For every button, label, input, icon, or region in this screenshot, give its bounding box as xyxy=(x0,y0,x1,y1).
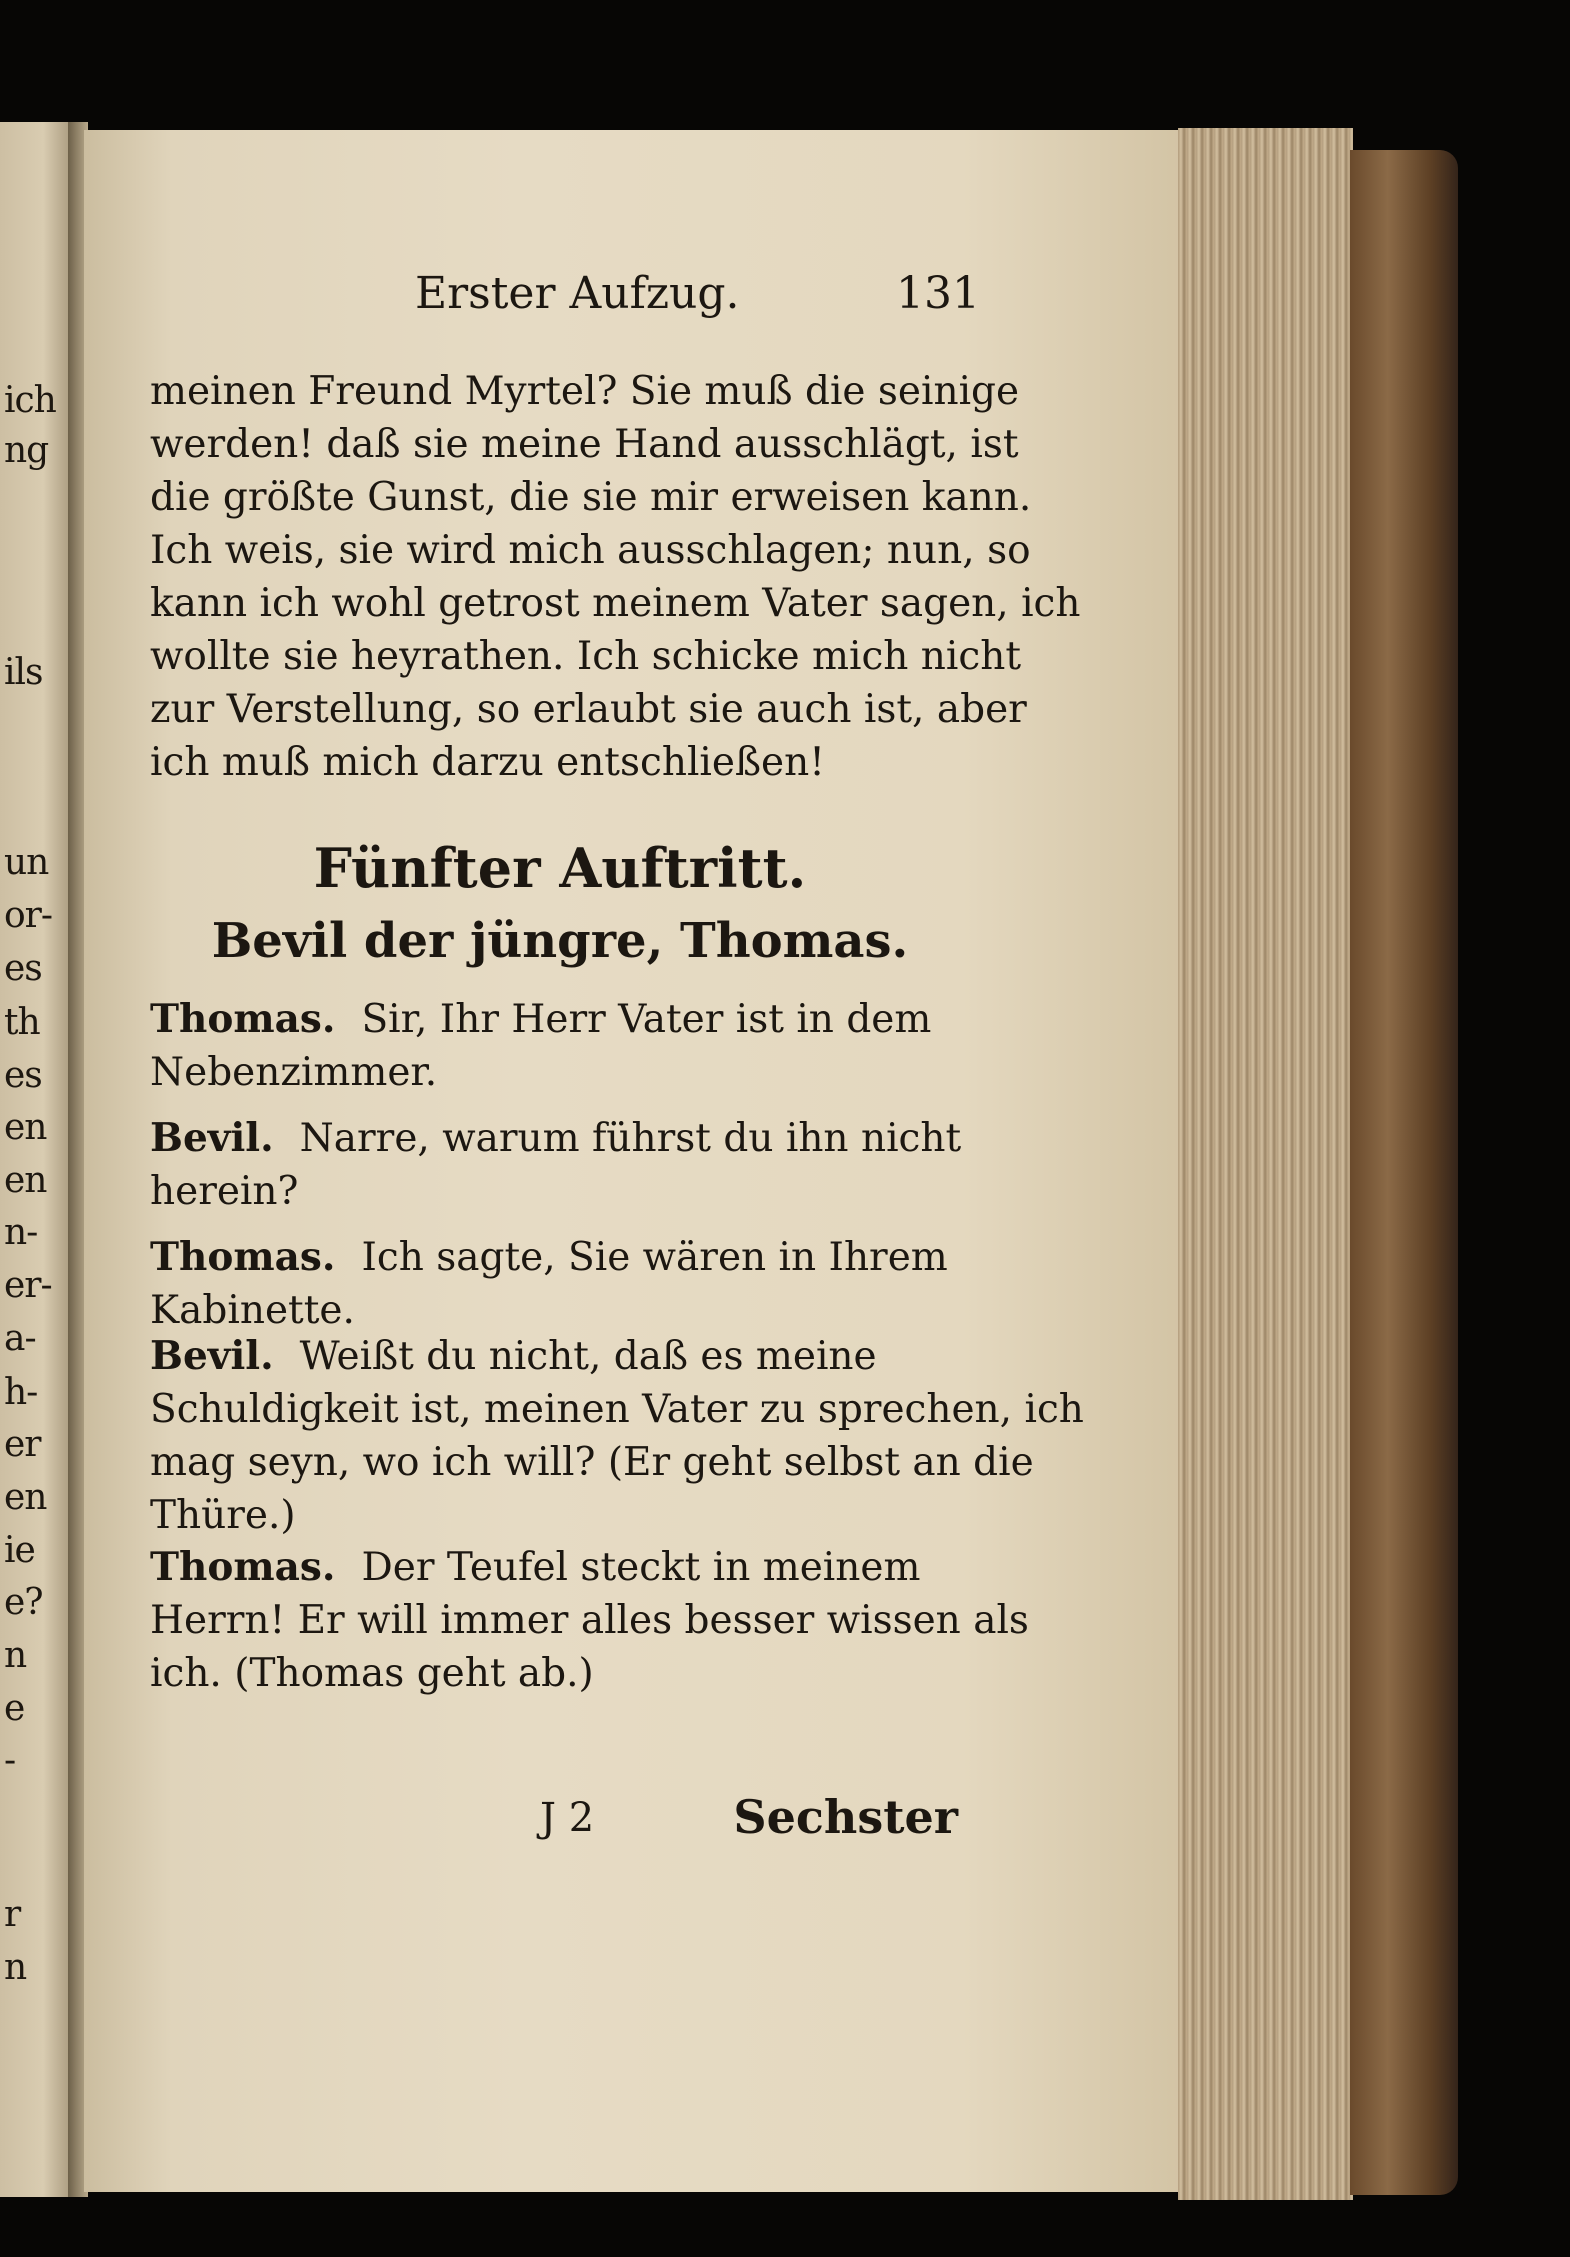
text-line: meinen Freund Myrtel? Sie muß die seinige xyxy=(150,369,1020,414)
signature-mark: J 2 xyxy=(540,1795,595,1841)
dialogue-line xyxy=(150,1544,970,1590)
speaker-name: Thomas. xyxy=(150,996,336,1042)
text-line: die größte Gunst, die sie mir erweisen kann. xyxy=(150,475,1032,520)
left-margin-fragment: en xyxy=(4,1160,47,1201)
left-margin-fragment: un xyxy=(4,842,49,883)
left-margin-fragment: or- xyxy=(4,895,53,936)
left-margin-fragment: e xyxy=(4,1688,25,1729)
left-margin-fragment: e? xyxy=(4,1582,43,1623)
left-margin-fragment: h- xyxy=(4,1372,38,1413)
dialogue-line xyxy=(150,996,970,1042)
left-margin-fragment: ng xyxy=(4,430,49,471)
text-line: Herrn! Er will immer alles besser wissen als xyxy=(150,1598,1029,1643)
left-margin-fragment: r xyxy=(4,1894,21,1935)
speech-text: Narre, warum führst du ihn nicht xyxy=(299,1116,962,1161)
left-margin-fragment: er xyxy=(4,1424,41,1465)
text-line: werden! daß sie meine Hand ausschlägt, ist xyxy=(150,422,1019,467)
speech-text: Sir, Ihr Herr Vater ist in dem xyxy=(361,997,932,1042)
speaker-name: Thomas. xyxy=(150,1234,336,1280)
left-margin-fragment: en xyxy=(4,1477,47,1518)
left-margin-fragment: er- xyxy=(4,1265,52,1306)
catchword: Sechster xyxy=(733,1790,958,1844)
book-cover-spine xyxy=(1350,150,1458,2195)
speech-text: Ich sagte, Sie wären in Ihrem xyxy=(361,1235,948,1280)
text-line: ich muß mich darzu entschließen! xyxy=(150,740,825,785)
text-line: Kabinette. xyxy=(150,1288,355,1333)
page-header xyxy=(150,268,980,328)
speaker-name: Bevil. xyxy=(150,1333,274,1379)
left-margin-fragment: n xyxy=(4,1635,27,1676)
left-margin-fragment: ie xyxy=(4,1530,35,1571)
dialogue-line xyxy=(150,1115,970,1161)
text-line: ich. (Thomas geht ab.) xyxy=(150,1651,594,1696)
left-margin-fragment: es xyxy=(4,1055,42,1096)
text-line: zur Verstellung, so erlaubt sie auch ist, aber xyxy=(150,687,1027,732)
left-margin-fragment: th xyxy=(4,1002,40,1043)
left-margin-fragment: n xyxy=(4,1947,27,1988)
text-line: wollte sie heyrathen. Ich schicke mich nicht xyxy=(150,634,1022,679)
speech-text: Der Teufel steckt in meinem xyxy=(361,1545,921,1590)
page-block-edges xyxy=(1178,128,1353,2200)
text-line: Ich weis, sie wird mich ausschlagen; nun, so xyxy=(150,528,1031,573)
text-line: Schuldigkeit ist, meinen Vater zu sprechen, ich xyxy=(150,1387,1084,1432)
left-margin-fragment: ich xyxy=(4,380,56,421)
speech-text: Weißt du nicht, daß es meine xyxy=(299,1334,877,1379)
left-margin-fragment: en xyxy=(4,1107,47,1148)
dialogue-line xyxy=(150,1234,970,1280)
text-line: herein? xyxy=(150,1169,299,1214)
left-margin-fragment: a- xyxy=(4,1318,36,1359)
left-page-edge xyxy=(0,122,72,2197)
scene-title: Fünfter Auftritt. xyxy=(313,836,807,900)
text-line: kann ich wohl getrost meinem Vater sagen, ich xyxy=(150,581,1081,626)
speaker-name: Bevil. xyxy=(150,1115,274,1161)
scene-persons: Bevil der jüngre, Thomas. xyxy=(211,913,909,969)
running-head: Erster Aufzug. xyxy=(415,268,740,319)
text-line: mag seyn, wo ich will? (Er geht selbst an die xyxy=(150,1440,1034,1485)
left-margin-fragment: - xyxy=(4,1740,16,1781)
text-line: Thüre.) xyxy=(150,1493,296,1538)
left-margin-fragment: es xyxy=(4,948,42,989)
speaker-name: Thomas. xyxy=(150,1544,336,1590)
page-number: 131 xyxy=(896,268,980,319)
left-margin-fragment: n- xyxy=(4,1212,38,1253)
left-margin-fragment: ils xyxy=(4,652,43,693)
text-line: Nebenzimmer. xyxy=(150,1050,438,1095)
dialogue-line xyxy=(150,1333,970,1379)
